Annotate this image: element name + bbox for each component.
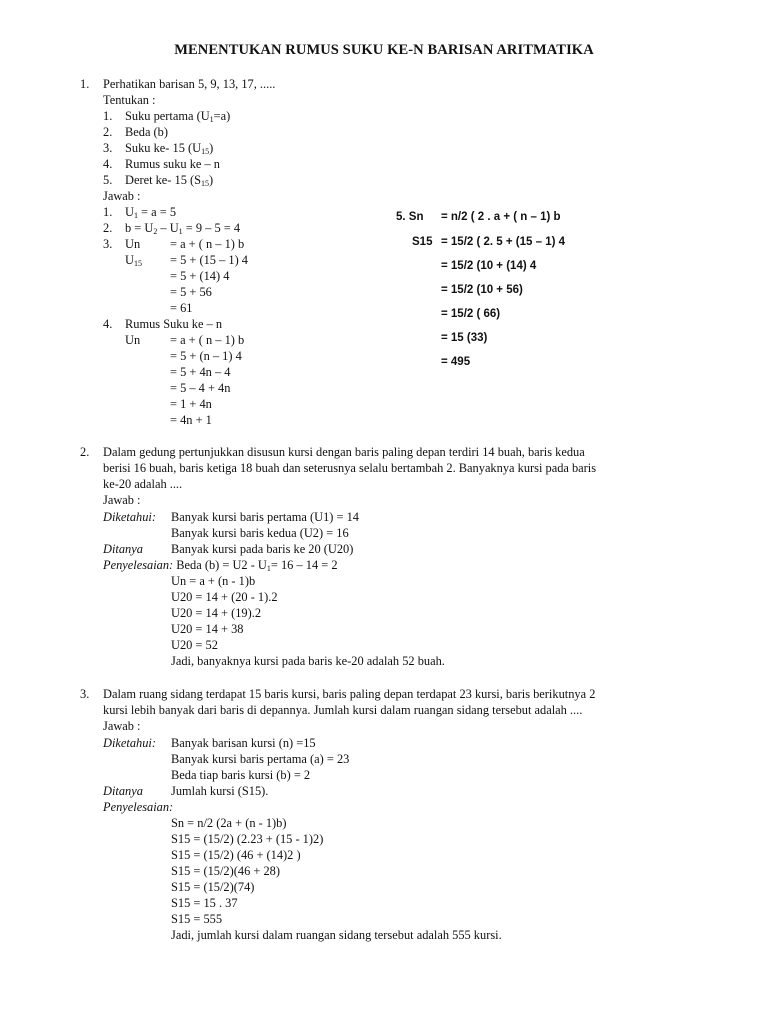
q1-answer-5-step: = n/2 ( 2 . a + ( n – 1) b: [441, 211, 561, 223]
q1-answer-5-step: = 15/2 (10 + (14) 4: [441, 260, 537, 272]
q2-step: U20 = 14 + 38: [171, 622, 244, 636]
q1-answer-3-step: = 61: [170, 301, 193, 315]
q2-diketahui: Banyak kursi baris kedua (U2) = 16: [171, 526, 349, 540]
q1-item-1-text: Suku pertama $(U_1=a)$: [125, 109, 231, 124]
q1-answer-3-step: = 5 + 56: [170, 285, 212, 299]
q3-step: S15 = 555: [171, 912, 223, 926]
q1-tentukan: Tentukan :: [103, 93, 156, 107]
q3-step: Sn = n/2 (2a + (n - 1)b): [171, 816, 287, 830]
q3-number: 3.: [80, 687, 90, 701]
q3-step: S15 = 15 . 37: [171, 896, 238, 910]
q1-answer-3-num: 3.: [103, 237, 113, 251]
q1-item-2-text: Beda (b): [125, 125, 169, 139]
q2-step: Un = a + (n - 1)b: [171, 574, 256, 588]
q3-ditanya-label: Ditanya: [103, 784, 143, 798]
q2-conclusion: Jadi, banyaknya kursi pada baris ke-20 adalah 52 buah.: [171, 654, 445, 668]
q2-question-line: ke-20 adalah ....: [103, 477, 183, 491]
q1-item-3-text: Suku ke- 15 $(U_{15})$: [125, 141, 214, 156]
q1-jawab: Jawab :: [103, 189, 141, 203]
q1-item-2: 2.: [103, 125, 113, 139]
q1-item-4: 4.: [103, 157, 113, 171]
q1-item-5-text: Deret ke- 15 $(S_{15})$: [125, 173, 214, 188]
q1-answer-5-step: = 15/2 ( 2. 5 + (15 – 1) 4: [441, 236, 566, 248]
q2-jawab: Jawab :: [103, 493, 141, 507]
q1-answer-5-step: = 495: [441, 356, 471, 368]
q1-answer-5-step: = 15 (33): [441, 332, 488, 344]
q2-ditanya-label: Ditanya: [103, 542, 143, 556]
q1-answer-5-label-sn: 5. Sn: [396, 211, 424, 223]
q2-question-line: Dalam gedung pertunjukkan disusun kursi dengan baris paling depan terdiri 14 buah, baris kedua: [103, 445, 585, 459]
q1-answer-4-heading: Rumus Suku ke – n: [125, 317, 223, 331]
q1-answer-4-step: = a + ( n – 1) b: [170, 333, 245, 347]
q1-item-1: 1.: [103, 109, 113, 123]
q1-answer-4-step: = 5 – 4 + 4n: [170, 381, 231, 395]
q1-answer-4-label-un: Un: [125, 333, 141, 347]
q3-ditanya: Jumlah kursi (S15).: [171, 784, 269, 798]
q1-answer-4-step: = 4n + 1: [170, 413, 212, 427]
q3-step: S15 = (15/2) (2.23 + (15 - 1)2): [171, 832, 324, 846]
q1-answer-2-num: 2.: [103, 221, 113, 235]
q2-question-line: berisi 16 buah, baris ketiga 18 buah dan seterusnya selalu bertambah 2. Banyaknya kursi pada baris: [103, 461, 597, 475]
q2-step: U20 = 14 + (19).2: [171, 606, 262, 620]
q3-question-line: kursi lebih banyak dari baris di depannya. Jumlah kursi dalam ruangan sidang tersebut adalah ....: [103, 703, 583, 717]
q1-question: Perhatikan barisan 5, 9, 13, 17, .....: [103, 77, 276, 91]
q1-answer-4-num: 4.: [103, 317, 113, 331]
q3-diketahui: Beda tiap baris kursi (b) = 2: [171, 768, 311, 782]
q2-diketahui: Banyak kursi baris pertama (U1) = 14: [171, 510, 359, 524]
q1-answer-2: $b = U_2 - U_1 = 9 - 5 = 4$: [125, 221, 241, 236]
q1-answer-3-label-un: Un: [125, 237, 141, 251]
q1-answer-5-step: = 15/2 (10 + 56): [441, 284, 523, 296]
q2-step: U20 = 52: [171, 638, 218, 652]
q1-answer-4-step: = 5 + (n – 1) 4: [170, 349, 242, 363]
q2-step: U20 = 14 + (20 - 1).2: [171, 590, 278, 604]
q1-answer-5-label-s15: S15: [412, 236, 433, 248]
q3-jawab: Jawab :: [103, 719, 141, 733]
q1-number: 1.: [80, 77, 90, 91]
q3-step: S15 = (15/2)(74): [171, 880, 255, 894]
q3-question-line: Dalam ruang sidang terdapat 15 baris kursi, baris paling depan terdapat 23 kursi, baris berikutnya 2: [103, 687, 596, 701]
q2-penyelesaian: Penyelesaian: Beda $(b) = U2 - U_1= 16 - 14 = 2$: [103, 558, 338, 573]
q1-answer-3-step: = a + ( n – 1) b: [170, 237, 245, 251]
q3-diketahui: Banyak kursi baris pertama (a) = 23: [171, 752, 350, 766]
q1-item-4-text: Rumus suku ke – n: [125, 157, 220, 171]
document-title: MENENTUKAN RUMUS SUKU KE-N BARISAN ARITMATIKA: [174, 42, 594, 58]
q2-number: 2.: [80, 445, 90, 459]
q1-answer-5-step: = 15/2 ( 66): [441, 308, 501, 320]
q3-diketahui: Banyak barisan kursi (n) =15: [171, 736, 316, 750]
q3-penyelesaian-label: Penyelesaian:: [103, 800, 174, 814]
q1-item-5: 5.: [103, 173, 113, 187]
q3-step: S15 = (15/2) (46 + (14)2 ): [171, 848, 301, 862]
q3-conclusion: Jadi, jumlah kursi dalam ruangan sidang tersebut adalah 555 kursi.: [171, 928, 502, 942]
q3-step: S15 = (15/2)(46 + 28): [171, 864, 280, 878]
q1-item-3: 3.: [103, 141, 113, 155]
q2-diketahui-label: Diketahui:: [103, 510, 156, 524]
q1-answer-3-label-u15: $U_{15}$: [125, 253, 142, 268]
q2-ditanya: Banyak kursi pada baris ke 20 (U20): [171, 542, 354, 556]
q3-diketahui-label: Diketahui:: [103, 736, 156, 750]
q1-answer-1: $U_1 = a = 5$: [125, 205, 177, 220]
q1-answer-1-num: 1.: [103, 205, 113, 219]
q1-answer-4-step: = 1 + 4n: [170, 397, 212, 411]
q1-answer-3-step: = 5 + (15 – 1) 4: [170, 253, 248, 267]
q1-answer-4-step: = 5 + 4n – 4: [170, 365, 231, 379]
q1-answer-3-step: = 5 + (14) 4: [170, 269, 230, 283]
